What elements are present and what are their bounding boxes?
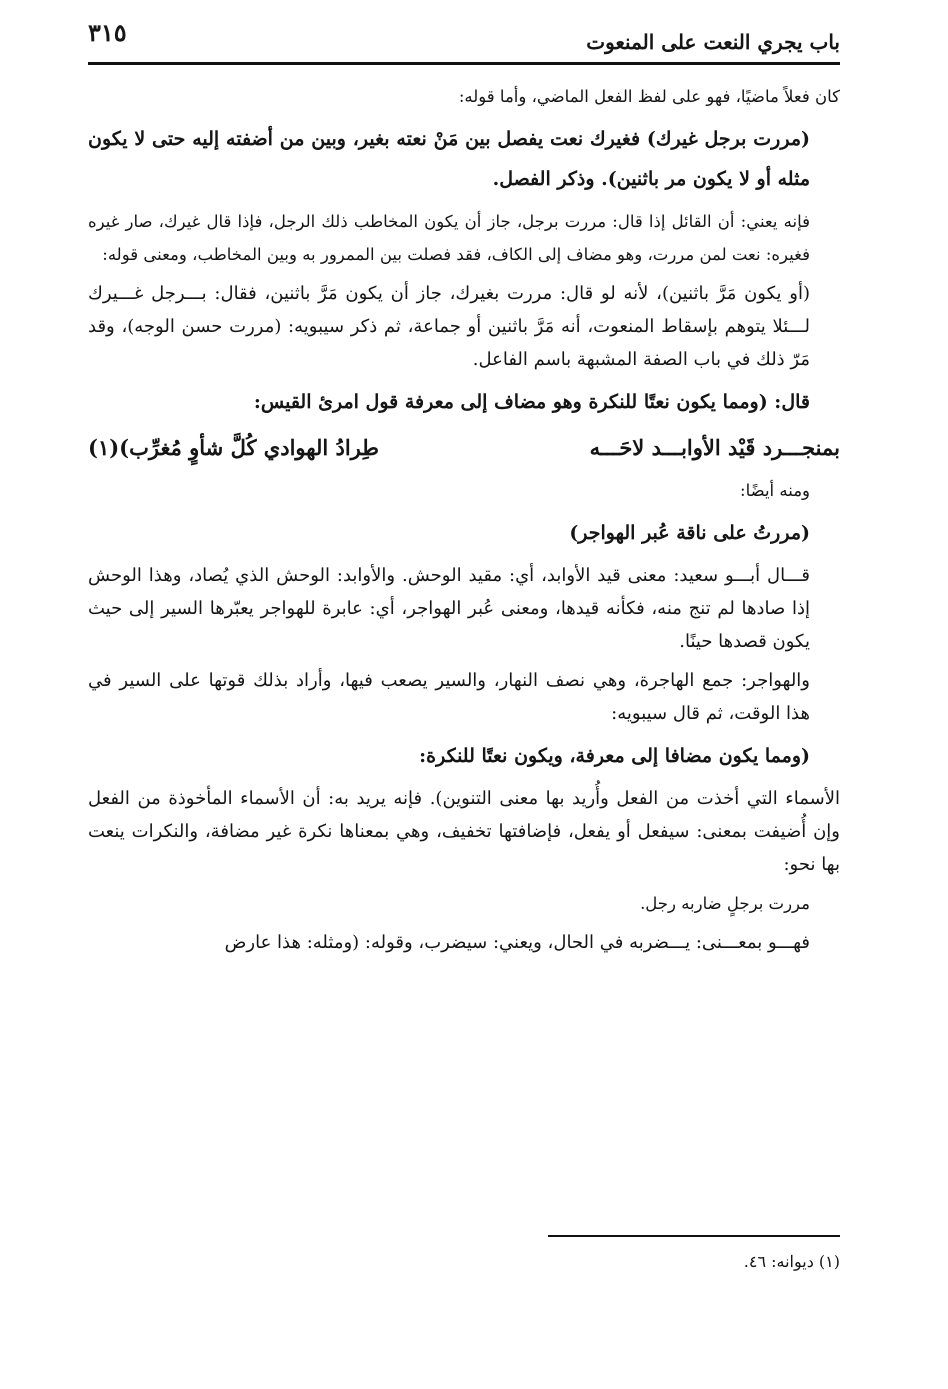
verse-first-hemistich: بمنجـــرد قَيْد الأوابـــد لاحَـــه: [589, 435, 840, 460]
paragraph: والهواجر: جمع الهاجرة، وهي نصف النهار، والسير يصعب فيها، وأراد بذلك قوتها على السير في هذا الوقت، ثم قال سيبويه:: [88, 670, 810, 724]
poetry-verse: [88, 428, 840, 468]
footnote: (١) ديوانه: ٤٦.: [743, 1252, 840, 1271]
quoted-paragraph: (مررت برجل غيرك) فغيرك نعت يفصل بين مَنْ نعته بغير، وبين من أضفته إليه حتى لا يكون مثله أو لا يكون مر باثنين). وذكر الفصل.: [88, 128, 810, 190]
paragraph: كان فعلاً ماضيًا، فهو على لفظ الفعل الماضي، وأما قوله:: [458, 87, 840, 106]
header-rule: [88, 62, 840, 65]
verse-second-hemistich: طِرادُ الهوادي كُلَّ شأوٍ مُغرِّب)(١): [88, 435, 379, 460]
page-number: ٣١٥: [88, 18, 127, 47]
footnote-rule: [548, 1235, 840, 1237]
paragraph: فإنه يعني: أن القائل إذا قال: مررت برجل، جاز أن يكون المخاطب ذلك الرجل، فإذا قال غيرك، صار غيره فغيره: نعت لمن مررت، وهو مضاف إلى الكاف، فقد فصلت بين الممرور به وبين المخاطب، ومعنى قوله:: [88, 212, 810, 264]
page-header: [88, 18, 840, 62]
paragraph: الأسماء التي أخذت من الفعل وأُريد بها معنى التنوين). فإنه يريد به: أن الأسماء المأخوذة من الفعل وإن أُضيفت بمعنى: سيفعل أو يفعل، فإضافتها تخفيف، وهي بمعناها نكرة غير مضافة، والنكرات ينعت بها نحو:: [88, 788, 840, 875]
page-body: [88, 80, 840, 965]
paragraph: ومنه أيضًا:: [740, 481, 810, 500]
chapter-title: باب يجري النعت على المنعوت: [586, 30, 840, 54]
paragraph: (أو يكون مَرَّ باثنين)، لأنه لو قال: مررت بغيرك، جاز أن يكون مَرَّ باثنين، فقال: بـــرجل غـــيرك لـــئلا يتوهم بإسقاط المنعوت، أنه مَرَّ باثنين أو جماعة، ثم ذكر سيبويه: (مررت حسن الوجه)، وقد مَرّ ذلك في باب الصفة المشبهة باسم الفاعل.: [88, 283, 810, 370]
paragraph: فهـــو بمعـــنى: يـــضربه في الحال، ويعني: سيضرب، وقوله: (ومثله: هذا عارض: [224, 932, 810, 953]
running-header: [88, 18, 840, 62]
quoted-paragraph: قال: (ومما يكون نعتًا للنكرة وهو مضاف إلى معرفة قول امرئ القيس:: [253, 391, 810, 413]
quoted-paragraph: (ومما يكون مضافا إلى معرفة، ويكون نعتًا للنكرة:: [419, 745, 810, 767]
paragraph: قـــال أبـــو سعيد: معنى قيد الأوابد، أي: مقيد الوحش. والأوابد: الوحش الذي يُصاد، وهذا الوحش إذا صادها لم تنج منه، فكأنه قيدها، ومعنى عُبر الهواجر، أي: عابرة للهواجر يعبّرها السير إلى حيث يكون قصدها حينًا.: [88, 565, 810, 652]
paragraph: مررت برجلٍ ضاربه رجل.: [640, 894, 810, 913]
quoted-paragraph: (مررتُ على ناقة عُبر الهواجر): [569, 522, 810, 544]
